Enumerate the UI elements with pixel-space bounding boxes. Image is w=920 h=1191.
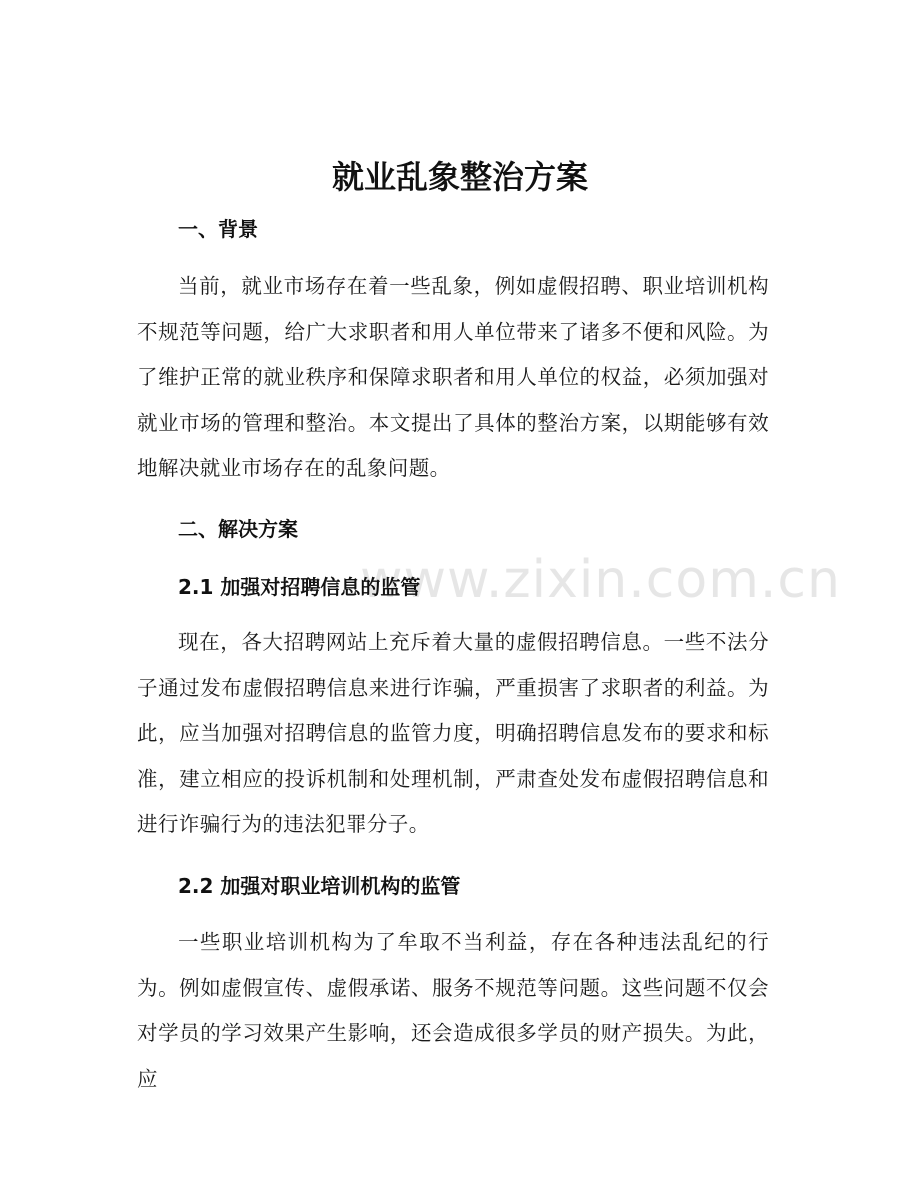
watermark: www.zixin.com.cn xyxy=(360,550,841,610)
section-heading-background: 一、背景 xyxy=(178,217,258,241)
section-heading-solutions: 二、解决方案 xyxy=(178,517,298,541)
subsection-heading-training: 2.2 加强对职业培训机构的监管 xyxy=(178,874,461,898)
document-title: 就业乱象整治方案 xyxy=(331,158,588,196)
paragraph-background: 当前，就业市场存在着一些乱象，例如虚假招聘、职业培训机构不规范等问题，给广大求职者和用人单位带来了诸多不便和风险。为了维护正常的就业秩序和保障求职者和用人单位的权益，必须加强对就业市场的管理和整治。本文提出了具体的整治方案，以期能够有效地解决就业市场存在的乱象问题。 xyxy=(137,274,769,480)
paragraph-recruitment: 现在，各大招聘网站上充斥着大量的虚假招聘信息。一些不法分子通过发布虚假招聘信息来进行诈骗，严重损害了求职者的利益。为此，应当加强对招聘信息的监管力度，明确招聘信息发布的要求和标准，建立相应的投诉机制和处理机制，严肃查处发布虚假招聘信息和进行诈骗行为的违法犯罪分子。 xyxy=(137,630,769,836)
subsection-heading-recruitment: 2.1 加强对招聘信息的监管 xyxy=(178,575,421,599)
paragraph-training: 一些职业培训机构为了牟取不当利益，存在各种违法乱纪的行为。例如虚假宣传、虚假承诺、服务不规范等问题。这些问题不仅会对学员的学习效果产生影响，还会造成很多学员的财产损失。为此，应 xyxy=(137,930,769,1091)
